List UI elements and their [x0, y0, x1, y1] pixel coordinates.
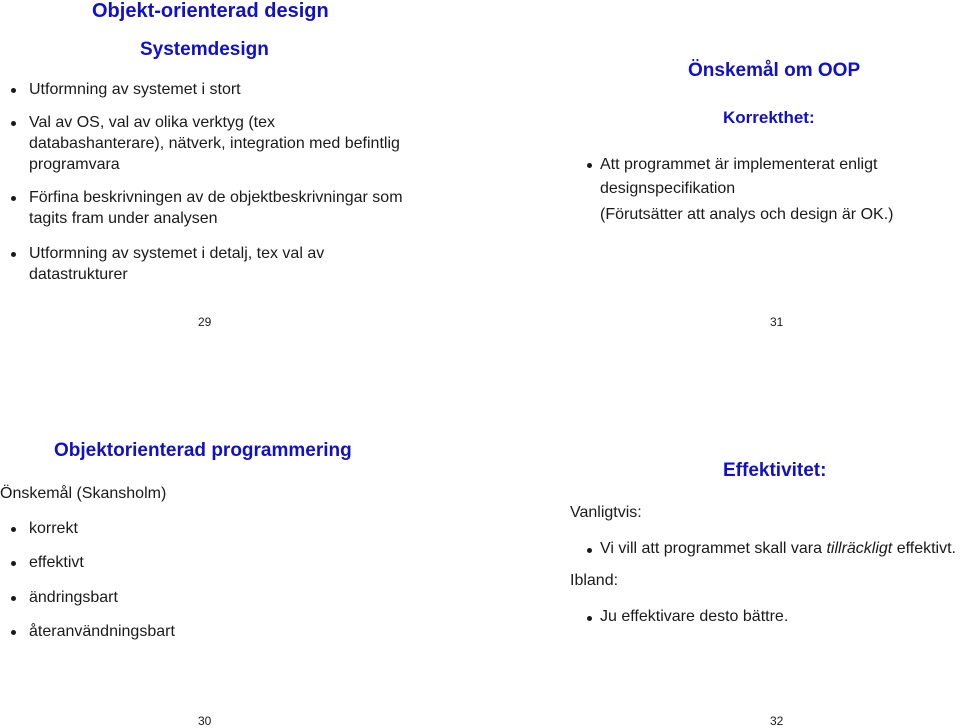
list-item: effektivt — [29, 554, 84, 571]
page-number: 32 — [770, 714, 784, 728]
intro-text: Önskemål (Skansholm) — [0, 485, 167, 502]
list-item: ändringsbart — [29, 589, 118, 606]
bullet-icon — [11, 121, 16, 126]
note-text: (Förutsätter att analys och design är OK.) — [600, 206, 894, 223]
list-item-line: Förfina beskrivningen av de objektbeskrivningar som — [29, 189, 403, 206]
slide-subheading: Korrekthet: — [723, 108, 815, 127]
slide-objektorienterad-programmering — [0, 363, 480, 726]
slide-effektivitet — [480, 363, 960, 726]
list-item: återanvändningsbart — [29, 623, 175, 640]
label-ibland: Ibland: — [570, 572, 619, 589]
slide-heading: Objektorienterad programmering — [54, 440, 352, 461]
list-item: Ju effektivare desto bättre. — [600, 608, 789, 625]
slide-heading: Systemdesign — [140, 39, 269, 60]
bullet-icon — [11, 630, 16, 635]
slide-systemdesign — [0, 0, 480, 363]
list-item-line: Utformning av systemet i stort — [29, 81, 241, 98]
document-title: Objekt-orienterad design — [92, 0, 329, 22]
emphasis-text: tillräckligt — [826, 540, 893, 557]
bullet-icon — [587, 548, 592, 553]
list-item-line: programvara — [29, 156, 120, 173]
page-number: 29 — [198, 315, 212, 329]
bullet-icon — [11, 88, 16, 93]
bullet-icon — [11, 561, 16, 566]
bullet-icon — [11, 252, 16, 257]
list-item: korrekt — [29, 520, 78, 537]
list-item-text: effektivt. — [896, 540, 956, 557]
slide-heading: Önskemål om OOP — [688, 60, 861, 81]
list-item-line: tagits fram under analysen — [29, 210, 218, 227]
list-item-line: databashanterare), nätverk, integration med befintlig — [29, 135, 400, 152]
label-vanligtvis: Vanligtvis: — [570, 504, 642, 521]
list-item-line: Val av OS, val av olika verktyg (tex — [29, 114, 276, 131]
page-number: 30 — [198, 714, 212, 728]
list-item-line: datastrukturer — [29, 266, 128, 283]
bullet-icon — [11, 196, 16, 201]
list-item-line: Utformning av systemet i detalj, tex val av — [29, 245, 325, 262]
list-item — [600, 539, 956, 559]
bullet-icon — [587, 616, 592, 621]
bullet-icon — [11, 596, 16, 601]
list-item-text: Vi vill att programmet skall vara — [600, 540, 822, 557]
page-number: 31 — [770, 315, 784, 329]
bullet-icon — [587, 163, 592, 168]
bullet-icon — [11, 527, 16, 532]
slide-onskemal-oop — [480, 0, 960, 363]
slide-heading: Effektivitet: — [723, 460, 827, 481]
list-item-line: Att programmet är implementerat enligt — [600, 156, 878, 173]
list-item-line: designspecifikation — [600, 180, 736, 197]
